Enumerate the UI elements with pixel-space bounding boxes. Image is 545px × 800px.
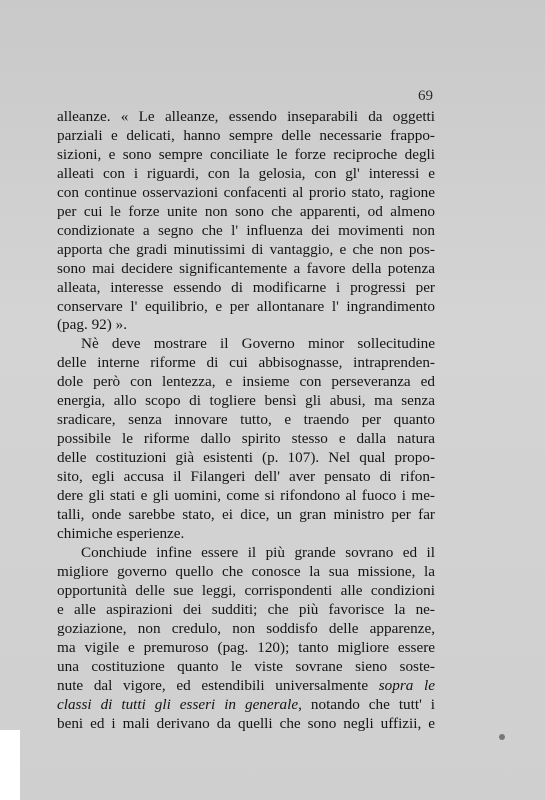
text-line: alleati con i riguardi, con la gelosia, con gl' interessi e	[57, 164, 435, 182]
text-line: (pag. 92) ».	[57, 316, 128, 334]
text-line: sito, egli accusa il Filangeri dell' aver pensato di rifon-	[57, 468, 435, 486]
text-line: energia, allo scopo di togliere bensì gli abusi, ma senza	[57, 392, 435, 410]
text-line: sradicare, senza innovare tutto, e traendo per quanto	[57, 411, 435, 429]
text-line: possibile le riforme dallo spirito stesso e dalla natura	[57, 430, 435, 448]
text-line: Conchiude infine essere il più grande sovrano ed il	[81, 543, 435, 561]
italic-phrase: classi di tutti gli esseri in generale	[57, 695, 299, 713]
text-line: condizionate a segno che l' influenza dei movimenti non	[57, 221, 435, 239]
body-text	[57, 108, 435, 733]
text-line: per cui le forze unite non sono che apparenti, od almeno	[57, 202, 435, 220]
text-line: una costituzione quanto le viste sovrane sieno soste-	[57, 657, 435, 675]
text-line: talli, onde sarebbe stato, ei dice, un gran ministro per far	[57, 506, 435, 524]
text-line: chimiche esperienze.	[57, 524, 185, 542]
text-line: sizioni, e sono sempre conciliate le forze reciproche degli	[57, 145, 435, 163]
text-line: apporta che gradi minutissimi di vantaggio, e che non pos-	[57, 240, 435, 258]
text-line: beni ed i mali derivano da quelli che sono negli uffizii, e	[57, 714, 435, 732]
scan-edge	[0, 730, 20, 800]
line-segment: , notando che tutt' i	[298, 695, 435, 713]
text-line: con continue osservazioni confacenti al prorio stato, ragione	[57, 183, 435, 201]
text-line: opportunità delle sue leggi, corrispondenti alle condizioni	[57, 581, 435, 599]
text-line: delle costituzioni già esistenti (p. 107). Nel qual propo-	[57, 449, 435, 467]
text-line	[57, 696, 435, 715]
page-number: 69	[418, 88, 433, 104]
print-mark	[499, 734, 505, 740]
text-line: migliore governo quello che conosce la sua missione, la	[57, 562, 435, 580]
text-line: e alle aspirazioni dei sudditi; che più favorisce la ne-	[57, 600, 435, 618]
text-line: Nè deve mostrare il Governo minor sollecitudine	[81, 335, 435, 353]
text-line: goziazione, non credulo, non soddisfo delle apparenze,	[57, 619, 435, 637]
text-line	[57, 677, 435, 696]
text-line: dere gli stati e gli uomini, come si rifondono al fuoco i me-	[57, 487, 435, 505]
text-line: ma vigile e premuroso (pag. 120); tanto migliore essere	[57, 638, 435, 656]
text-line: parziali e delicati, hanno sempre delle necessarie frappo-	[57, 126, 435, 144]
text-line: conservare l' equilibrio, e per allontanare l' ingrandimento	[57, 297, 435, 315]
text-line: delle interne riforme di cui abbisognasse, intraprenden-	[57, 354, 435, 372]
text-line: dole però con lentezza, e insieme con perseveranza ed	[57, 373, 435, 391]
text-line: alleanze. « Le alleanze, essendo inseparabili da oggetti	[57, 108, 435, 125]
italic-phrase: sopra le	[378, 676, 436, 694]
text-line: alleata, interesse essendo di modificarne i progressi per	[57, 278, 435, 296]
text-line: sono mai decidere significantemente a favore della potenza	[57, 259, 435, 277]
line-segment: nute dal vigore, ed estendibili universalmente	[57, 676, 369, 694]
